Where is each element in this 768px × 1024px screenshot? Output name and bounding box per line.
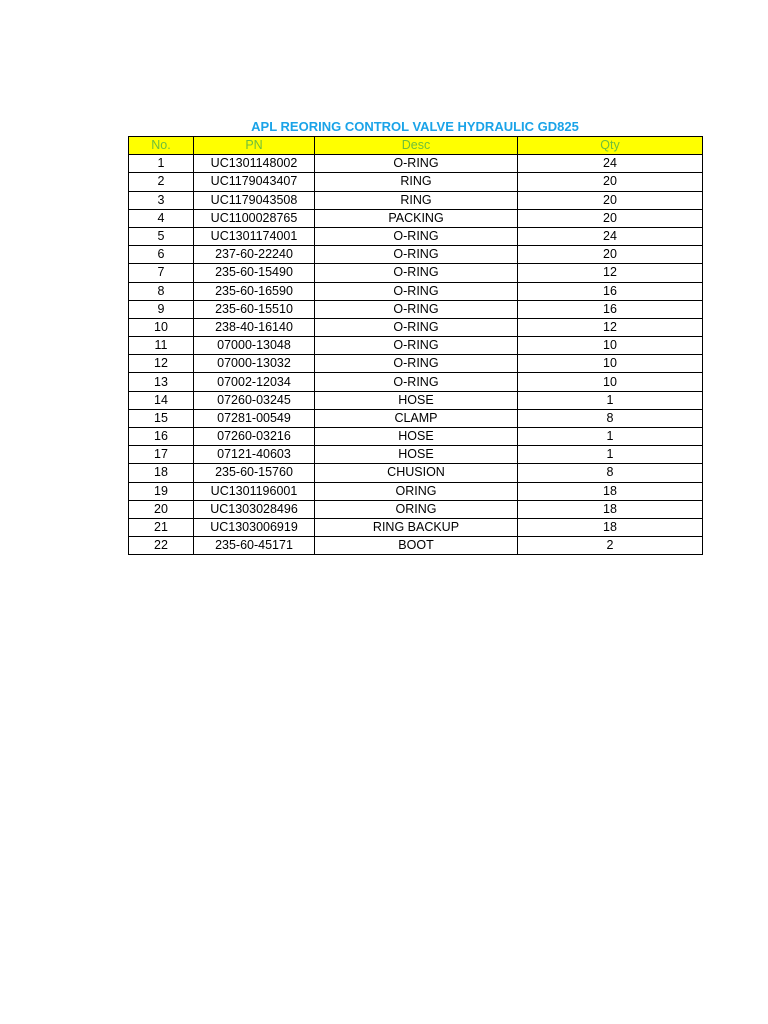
cell-qty: 8 bbox=[518, 464, 703, 482]
header-desc: Desc bbox=[315, 137, 518, 155]
table-row bbox=[129, 246, 703, 264]
table-row bbox=[129, 518, 703, 536]
cell-desc: CLAMP bbox=[315, 409, 518, 427]
cell-qty: 20 bbox=[518, 246, 703, 264]
cell-desc: BOOT bbox=[315, 537, 518, 555]
cell-desc: ORING bbox=[315, 500, 518, 518]
table-row bbox=[129, 500, 703, 518]
cell-qty: 16 bbox=[518, 282, 703, 300]
cell-pn: 238-40-16140 bbox=[194, 318, 315, 336]
cell-no: 13 bbox=[129, 373, 194, 391]
cell-no: 22 bbox=[129, 537, 194, 555]
cell-qty: 18 bbox=[518, 482, 703, 500]
table-row bbox=[129, 409, 703, 427]
cell-pn: UC1179043508 bbox=[194, 191, 315, 209]
cell-qty: 2 bbox=[518, 537, 703, 555]
cell-pn: UC1301148002 bbox=[194, 155, 315, 173]
cell-desc: O-RING bbox=[315, 373, 518, 391]
cell-no: 16 bbox=[129, 428, 194, 446]
cell-qty: 10 bbox=[518, 355, 703, 373]
table-row bbox=[129, 227, 703, 245]
table-row bbox=[129, 446, 703, 464]
cell-desc: ORING bbox=[315, 482, 518, 500]
cell-pn: 07260-03245 bbox=[194, 391, 315, 409]
cell-desc: RING bbox=[315, 173, 518, 191]
cell-qty: 18 bbox=[518, 518, 703, 536]
cell-qty: 12 bbox=[518, 318, 703, 336]
cell-desc: HOSE bbox=[315, 446, 518, 464]
header-no: No. bbox=[129, 137, 194, 155]
cell-qty: 8 bbox=[518, 409, 703, 427]
cell-no: 7 bbox=[129, 264, 194, 282]
cell-no: 1 bbox=[129, 155, 194, 173]
cell-qty: 18 bbox=[518, 500, 703, 518]
header-pn: PN bbox=[194, 137, 315, 155]
table-row bbox=[129, 191, 703, 209]
cell-pn: UC1100028765 bbox=[194, 209, 315, 227]
cell-no: 14 bbox=[129, 391, 194, 409]
cell-desc: O-RING bbox=[315, 155, 518, 173]
cell-no: 4 bbox=[129, 209, 194, 227]
cell-no: 19 bbox=[129, 482, 194, 500]
cell-qty: 20 bbox=[518, 191, 703, 209]
cell-pn: 07121-40603 bbox=[194, 446, 315, 464]
cell-desc: O-RING bbox=[315, 337, 518, 355]
cell-qty: 20 bbox=[518, 173, 703, 191]
cell-pn: 237-60-22240 bbox=[194, 246, 315, 264]
cell-qty: 1 bbox=[518, 391, 703, 409]
cell-pn: 235-60-15490 bbox=[194, 264, 315, 282]
cell-desc: O-RING bbox=[315, 318, 518, 336]
table-row bbox=[129, 391, 703, 409]
cell-no: 5 bbox=[129, 227, 194, 245]
cell-qty: 12 bbox=[518, 264, 703, 282]
table-row bbox=[129, 282, 703, 300]
cell-desc: O-RING bbox=[315, 282, 518, 300]
cell-qty: 24 bbox=[518, 155, 703, 173]
cell-desc: CHUSION bbox=[315, 464, 518, 482]
cell-qty: 1 bbox=[518, 428, 703, 446]
cell-pn: 235-60-15510 bbox=[194, 300, 315, 318]
cell-no: 17 bbox=[129, 446, 194, 464]
table-row bbox=[129, 318, 703, 336]
cell-pn: 07002-12034 bbox=[194, 373, 315, 391]
table-row bbox=[129, 300, 703, 318]
table-row bbox=[129, 173, 703, 191]
cell-no: 9 bbox=[129, 300, 194, 318]
cell-no: 2 bbox=[129, 173, 194, 191]
cell-no: 18 bbox=[129, 464, 194, 482]
cell-no: 21 bbox=[129, 518, 194, 536]
cell-pn: UC1301174001 bbox=[194, 227, 315, 245]
cell-pn: UC1303006919 bbox=[194, 518, 315, 536]
cell-desc: O-RING bbox=[315, 246, 518, 264]
cell-qty: 1 bbox=[518, 446, 703, 464]
page-title: APL REORING CONTROL VALVE HYDRAULIC GD825 bbox=[251, 119, 579, 134]
cell-pn: 07281-00549 bbox=[194, 409, 315, 427]
table-row bbox=[129, 355, 703, 373]
cell-pn: UC1303028496 bbox=[194, 500, 315, 518]
table-row bbox=[129, 537, 703, 555]
cell-no: 10 bbox=[129, 318, 194, 336]
cell-no: 6 bbox=[129, 246, 194, 264]
cell-desc: O-RING bbox=[315, 355, 518, 373]
table-row bbox=[129, 264, 703, 282]
cell-desc: RING BACKUP bbox=[315, 518, 518, 536]
cell-qty: 20 bbox=[518, 209, 703, 227]
cell-desc: RING bbox=[315, 191, 518, 209]
cell-no: 20 bbox=[129, 500, 194, 518]
cell-qty: 10 bbox=[518, 373, 703, 391]
table-row bbox=[129, 464, 703, 482]
cell-no: 15 bbox=[129, 409, 194, 427]
cell-pn: UC1179043407 bbox=[194, 173, 315, 191]
cell-no: 12 bbox=[129, 355, 194, 373]
table-row bbox=[129, 209, 703, 227]
cell-desc: O-RING bbox=[315, 264, 518, 282]
header-row bbox=[129, 137, 703, 155]
cell-pn: 235-60-16590 bbox=[194, 282, 315, 300]
cell-pn: 07260-03216 bbox=[194, 428, 315, 446]
cell-pn: UC1301196001 bbox=[194, 482, 315, 500]
cell-desc: HOSE bbox=[315, 391, 518, 409]
cell-pn: 235-60-45171 bbox=[194, 537, 315, 555]
parts-table bbox=[128, 136, 703, 555]
cell-pn: 235-60-15760 bbox=[194, 464, 315, 482]
cell-desc: HOSE bbox=[315, 428, 518, 446]
cell-qty: 16 bbox=[518, 300, 703, 318]
table-row bbox=[129, 373, 703, 391]
cell-no: 3 bbox=[129, 191, 194, 209]
cell-pn: 07000-13048 bbox=[194, 337, 315, 355]
cell-qty: 10 bbox=[518, 337, 703, 355]
cell-no: 8 bbox=[129, 282, 194, 300]
table-row bbox=[129, 428, 703, 446]
cell-no: 11 bbox=[129, 337, 194, 355]
cell-pn: 07000-13032 bbox=[194, 355, 315, 373]
header-qty: Qty bbox=[518, 137, 703, 155]
table-row bbox=[129, 155, 703, 173]
table-row bbox=[129, 337, 703, 355]
cell-desc: O-RING bbox=[315, 300, 518, 318]
cell-qty: 24 bbox=[518, 227, 703, 245]
cell-desc: O-RING bbox=[315, 227, 518, 245]
table-header bbox=[129, 137, 703, 155]
table-body bbox=[129, 155, 703, 555]
table-row bbox=[129, 482, 703, 500]
cell-desc: PACKING bbox=[315, 209, 518, 227]
